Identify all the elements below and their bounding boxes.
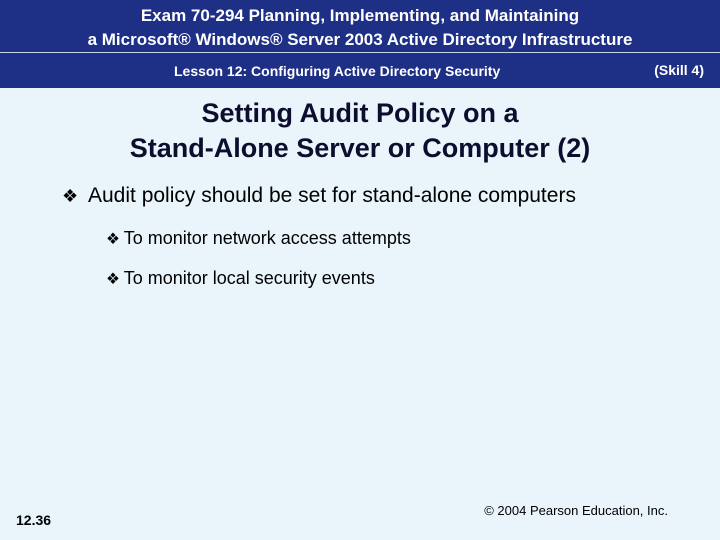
diamond-bullet-icon: ❖ — [62, 186, 78, 206]
diamond-bullet-icon: ❖ — [106, 271, 120, 288]
slide-title-line2: Stand-Alone Server or Computer (2) — [129, 133, 591, 163]
sub-bullet-text: To monitor network access attempts — [123, 228, 411, 248]
sub-bullet-text: To monitor local security events — [123, 268, 375, 288]
course-title-line2: a Microsoft® Windows® Server 2003 Active Directory Infrastructure — [87, 30, 633, 49]
main-bullet — [62, 184, 576, 208]
lesson-label: Lesson 12: Configuring Active Directory Security — [174, 63, 501, 79]
course-title-line1: Exam 70-294 Planning, Implementing, and Maintaining — [140, 6, 580, 25]
slide-title-line1: Setting Audit Policy on a — [201, 98, 519, 128]
main-bullet-text: Audit policy should be set for stand-alone computers — [88, 184, 576, 207]
sub-bullet — [106, 228, 411, 249]
copyright-notice: © 2004 Pearson Education, Inc. — [484, 503, 668, 518]
diamond-bullet-icon: ❖ — [106, 231, 120, 248]
skill-label: (Skill 4) — [654, 62, 704, 78]
sub-bullet — [106, 268, 375, 289]
slide-number: 12.36 — [16, 512, 52, 528]
slide-title — [0, 96, 720, 166]
